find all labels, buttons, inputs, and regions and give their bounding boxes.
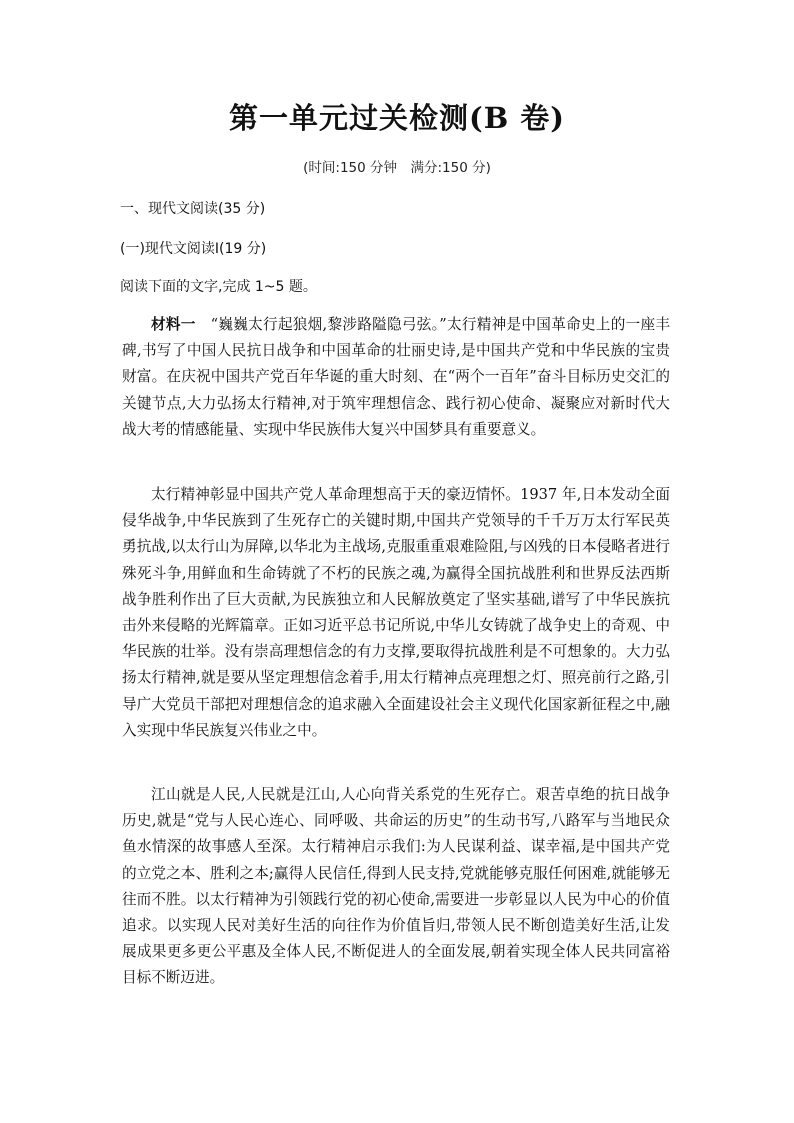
paragraph-2: 太行精神彰显中国共产党人革命理想高于天的豪迈情怀。1937 年,日本发动全面侵华战争,中华民族到了生死存亡的关键时期,中国共产党领导的千千万万太行军民英勇抗战,以太行山为屏障,以华北为主战场,克服重重艰难险阻,与凶残的日本侵略者进行殊死斗争,用鲜血和生命铸就了不朽的民族之魂,为赢得全国抗战胜利和世界反法西斯战争胜利作出了巨大贡献,为民族独立和人民解放奠定了坚实基础,谱写了中华民族抗击外来侵略的光辉篇章。正如习近平总书记所说,中华儿女铸就了战争史上的奇观、中华民族的壮举。没有崇高理想信念的有力支撑,要取得抗战胜利是不可想象的。大力弘扬太行精神,就是要从坚定理想信念着手,用太行精神点亮理想之灯、照亮前行之路,引导广大党员干部把对理想信念的追求融入全面建设社会主义现代化国家新征程之中,融入实现中华民族复兴伟业之中。 — [122, 486, 670, 739]
subsection-heading: (一)现代文阅读Ⅰ(19 分) — [120, 241, 267, 257]
paragraph-3: 江山就是人民,人民就是江山,人心向背关系党的生死存亡。艰苦卓绝的抗日战争历史,就是“党与人民心连心、同呼吸、共命运的历史”的生动书写,八路军与当地民众鱼水情深的故事感人至深。太行精神启示我们:为人民谋利益、谋幸福,是中国共产党的立党之本、胜利之本;赢得人民信任,得到人民支持,党就能够克服任何困难,就能够无往而不胜。以太行精神为引领践行党的初心使命,需要进一步彰显以人民为中心的价值追求。以实现人民对美好生活的向往作为价值旨归,带领人民不断创造美好生活,让发展成果更多更公平惠及全体人民,不断促进人的全面发展,朝着实现全体人民共同富裕目标不断迈进。 — [122, 786, 670, 987]
paragraph-1-text: “巍巍太行起狼烟,黎涉路隘隐弓弦。”太行精神是中国革命史上的一座丰碑,书写了中国人民抗日战争和中国革命的壮丽史诗,是中国共产党和中华民族的宝贵财富。在庆祝中国共产党百年华诞的重大时刻、在“两个一百年”奋斗目标历史交汇的关键节点,大力弘扬太行精神,对于筑牢理想信念、践行初心使命、凝聚应对新时代大战大考的情感能量、实现中华民族伟大复兴中国梦具有重要意义。 — [122, 316, 670, 438]
reading-instruction: 阅读下面的文字,完成 1~5 题。 — [120, 279, 317, 295]
exam-info: (时间:150 分钟 满分:150 分) — [303, 160, 491, 176]
material-label: 材料一 — [151, 316, 196, 333]
page-title: 第一单元过关检测(B 卷) — [228, 101, 566, 135]
section-heading: 一、现代文阅读(35 分) — [120, 201, 266, 217]
paragraph-1 — [122, 312, 670, 443]
